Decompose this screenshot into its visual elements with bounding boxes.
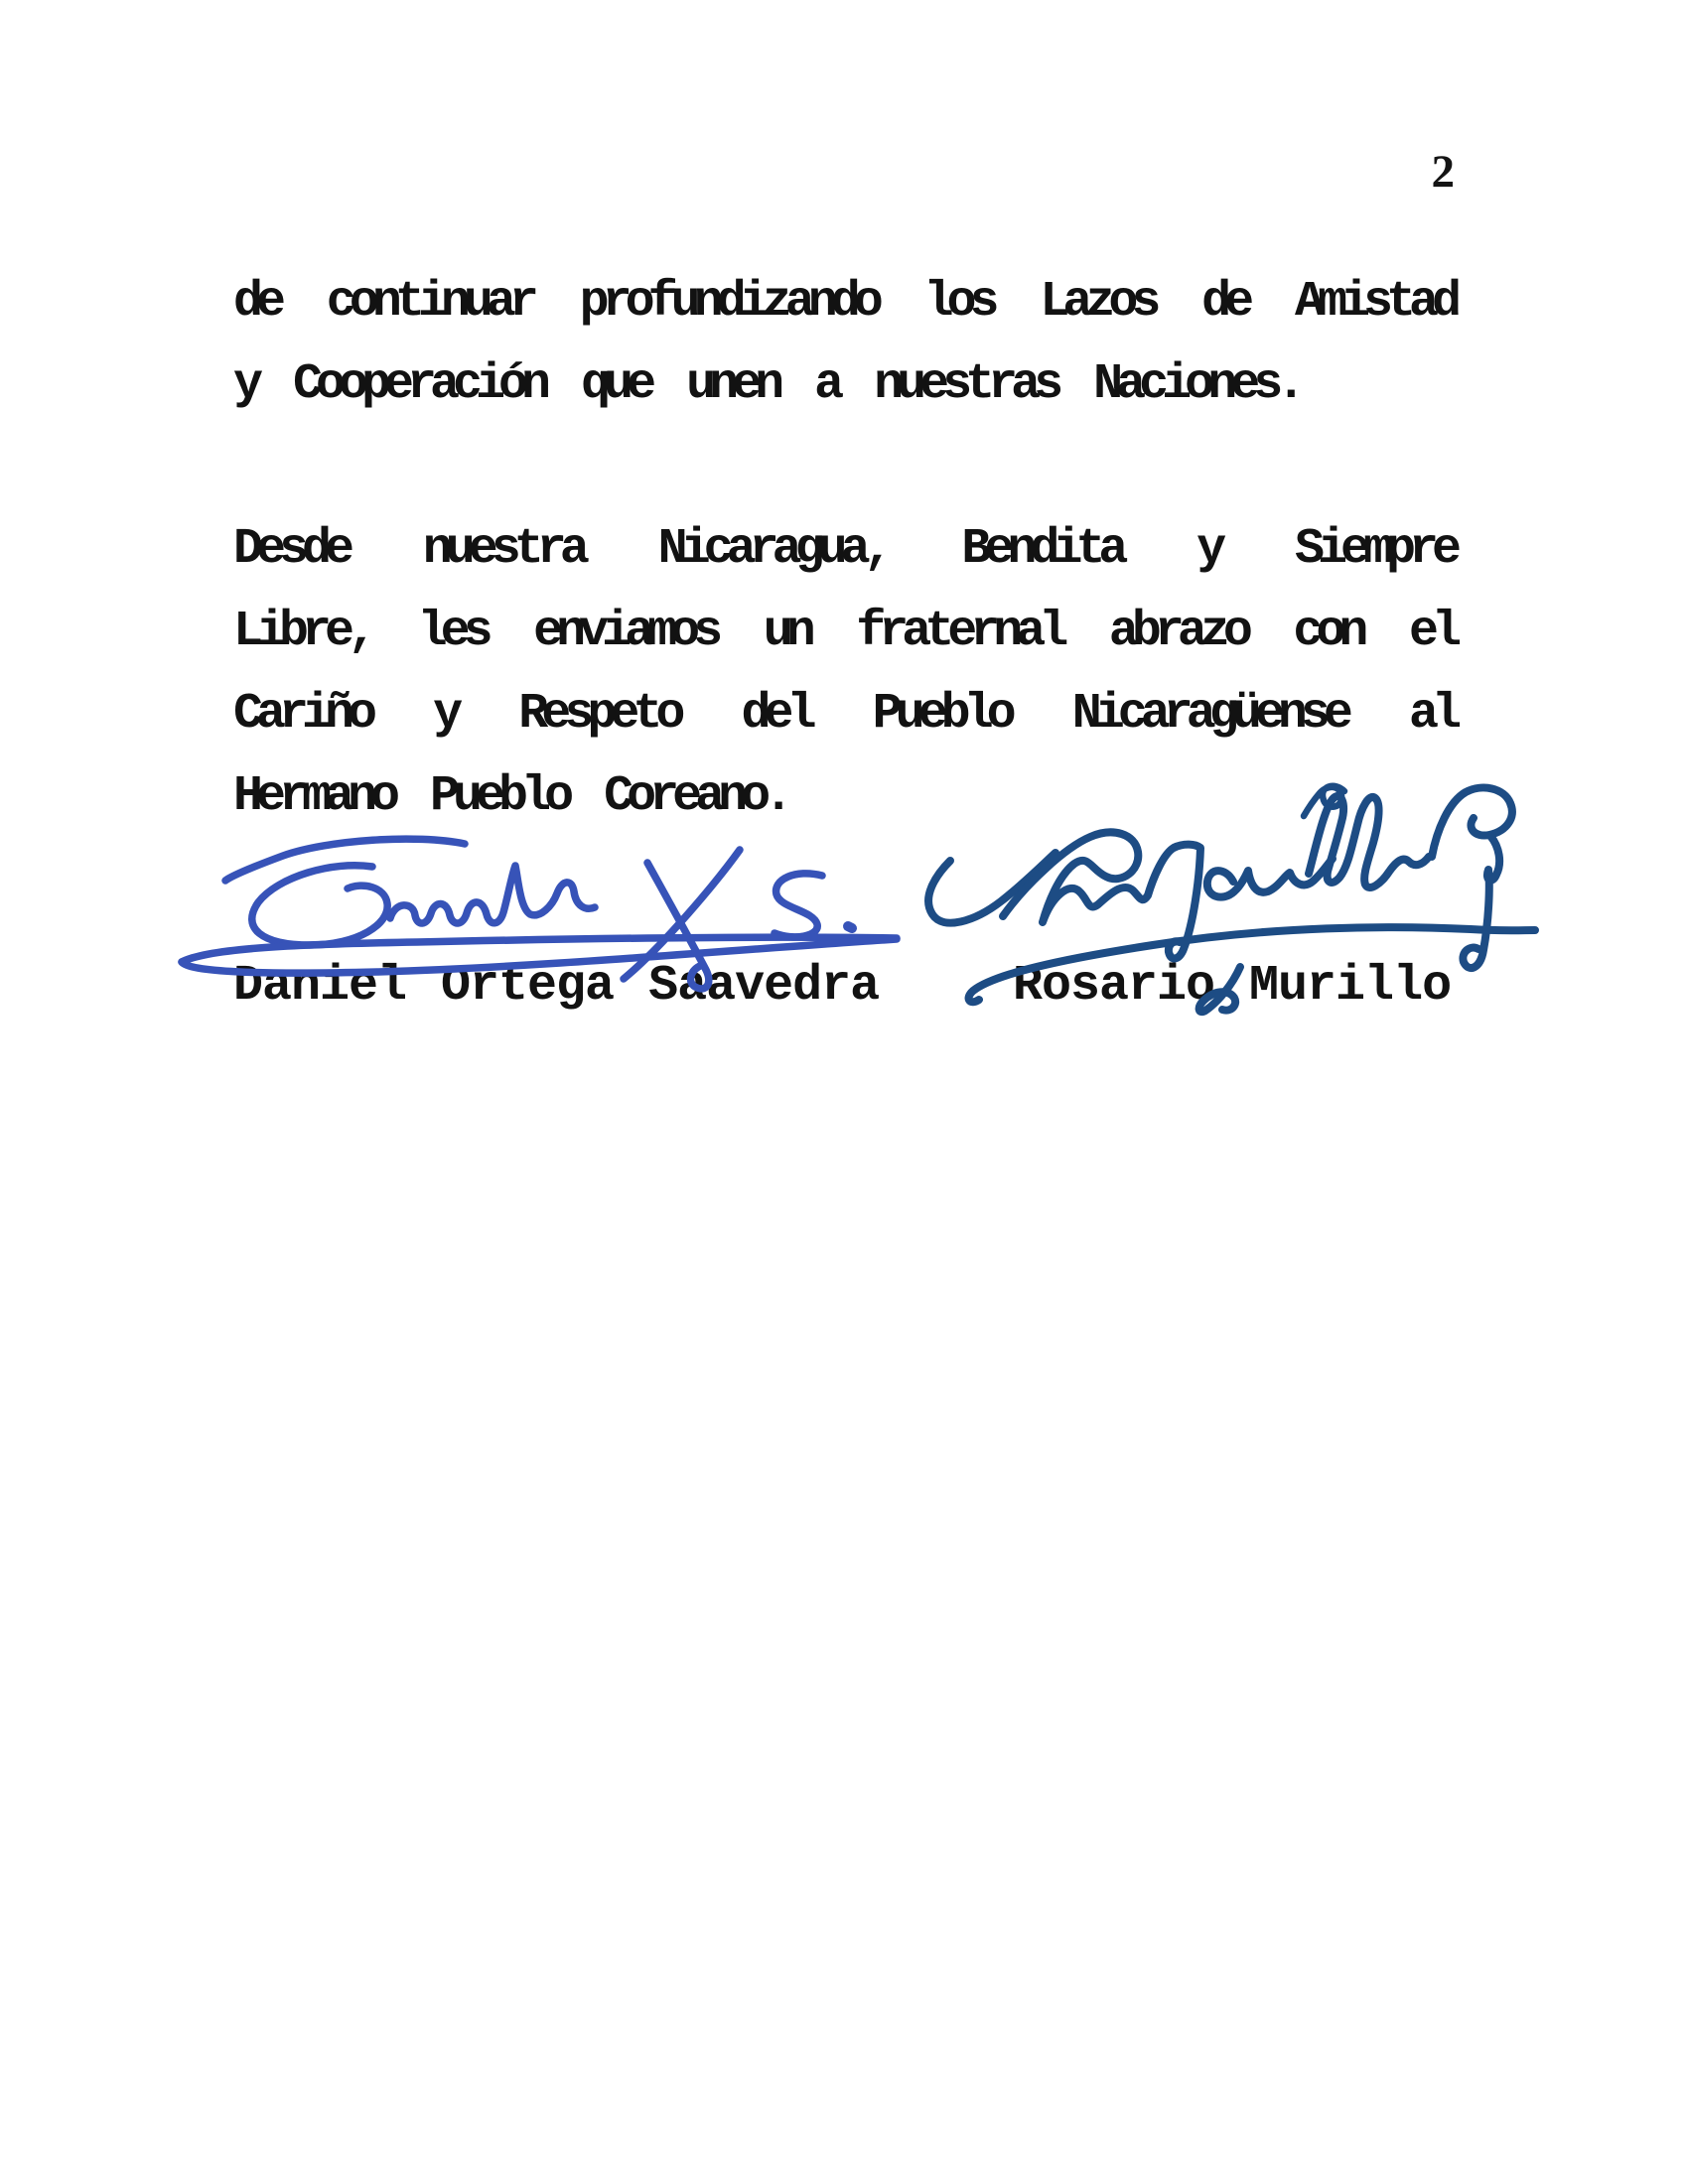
daniel-ortega-signature-ink (149, 819, 923, 1008)
rosario-signature-strokes (928, 786, 1535, 1012)
body-text (233, 261, 1455, 838)
text-line: Hermano Pueblo Coreano. (233, 768, 787, 825)
signature-name-daniel: Daniel Ortega Saavedra (233, 958, 880, 1015)
page-number: 2 (1431, 146, 1455, 198)
paragraph-gap (233, 426, 1455, 508)
text-line: Desde nuestra Nicaragua, Bendita y Siempre (233, 521, 1455, 578)
signature-name-rosario: Rosario Murillo (1013, 958, 1452, 1015)
text-line: Libre, les enviamos un fraternal abrazo con el (233, 604, 1455, 660)
paragraph-1 (233, 261, 1455, 426)
daniel-signature-strokes (182, 839, 897, 989)
rosario-murillo-signature-ink (914, 764, 1549, 1023)
text-line: y Cooperación que unen a nuestras Naciones. (233, 356, 1300, 413)
text-line: de continuar profundizando los Lazos de Amistad (233, 274, 1455, 331)
text-line: Cariño y Respeto del Pueblo Nicaragüense al (233, 686, 1455, 743)
